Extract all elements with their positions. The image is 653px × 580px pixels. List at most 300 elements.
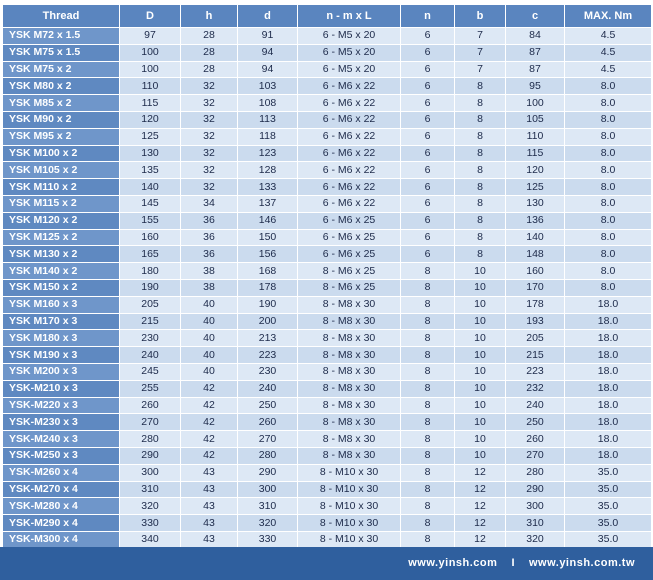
table-cell: 8.0 [565, 179, 651, 195]
table-cell: 136 [506, 213, 564, 229]
table-cell: 18.0 [565, 297, 651, 313]
table-cell: 8 [455, 112, 505, 128]
table-cell: 42 [181, 398, 237, 414]
table-cell: 42 [181, 381, 237, 397]
table-cell: 240 [238, 381, 297, 397]
table-cell: 95 [506, 78, 564, 94]
thread-cell: YSK-M260 x 4 [3, 465, 119, 481]
table-row [3, 129, 651, 145]
table-row [3, 179, 651, 195]
footer-links [408, 557, 635, 569]
table-cell: 8 - M8 x 30 [298, 347, 400, 363]
table-cell: 97 [120, 28, 180, 44]
table-cell: 100 [120, 45, 180, 61]
table-cell: 6 [401, 179, 454, 195]
table-cell: 8 - M8 x 30 [298, 398, 400, 414]
table-cell: 4.5 [565, 28, 651, 44]
thread-cell: YSK M120 x 2 [3, 213, 119, 229]
thread-cell: YSK M115 x 2 [3, 196, 119, 212]
table-row [3, 448, 651, 464]
table-cell: 8.0 [565, 246, 651, 262]
table-cell: 320 [506, 532, 564, 548]
table-cell: 8 [401, 314, 454, 330]
table-cell: 28 [181, 28, 237, 44]
table-cell: 8 [401, 347, 454, 363]
table-cell: 300 [506, 498, 564, 514]
table-cell: 8 [401, 498, 454, 514]
table-cell: 8 - M8 x 30 [298, 448, 400, 464]
table-cell: 6 [401, 146, 454, 162]
table-cell: 290 [506, 482, 564, 498]
table-cell: 178 [238, 280, 297, 296]
column-header: n - m x L [298, 5, 400, 27]
table-cell: 38 [181, 263, 237, 279]
table-cell: 32 [181, 129, 237, 145]
table-row [3, 498, 651, 514]
table-cell: 10 [455, 364, 505, 380]
table-cell: 94 [238, 62, 297, 78]
table-cell: 6 - M6 x 22 [298, 162, 400, 178]
table-header [3, 5, 651, 27]
table-cell: 18.0 [565, 364, 651, 380]
table-cell: 18.0 [565, 330, 651, 346]
table-cell: 43 [181, 532, 237, 548]
table-cell: 8 [455, 230, 505, 246]
table-cell: 123 [238, 146, 297, 162]
table-cell: 170 [506, 280, 564, 296]
table-cell: 8 - M8 x 30 [298, 381, 400, 397]
table-cell: 110 [506, 129, 564, 145]
thread-cell: YSK-M230 x 3 [3, 414, 119, 430]
table-row [3, 482, 651, 498]
table-cell: 8 - M8 x 30 [298, 314, 400, 330]
table-cell: 8 [455, 179, 505, 195]
table-cell: 36 [181, 230, 237, 246]
table-cell: 8.0 [565, 230, 651, 246]
table-cell: 42 [181, 448, 237, 464]
table-cell: 43 [181, 465, 237, 481]
table-cell: 103 [238, 78, 297, 94]
table-cell: 10 [455, 431, 505, 447]
table-cell: 133 [238, 179, 297, 195]
table-row [3, 532, 651, 548]
table-cell: 6 - M6 x 25 [298, 246, 400, 262]
table-cell: 10 [455, 330, 505, 346]
table-cell: 250 [238, 398, 297, 414]
table-cell: 215 [506, 347, 564, 363]
table-cell: 6 [401, 95, 454, 111]
table-cell: 18.0 [565, 414, 651, 430]
table-cell: 160 [506, 263, 564, 279]
table-cell: 280 [120, 431, 180, 447]
table-cell: 6 - M6 x 22 [298, 179, 400, 195]
table-cell: 310 [506, 515, 564, 531]
table-cell: 180 [120, 263, 180, 279]
table-cell: 140 [506, 230, 564, 246]
table-cell: 32 [181, 179, 237, 195]
thread-cell: YSK M80 x 2 [3, 78, 119, 94]
table-cell: 8 - M10 x 30 [298, 482, 400, 498]
table-row [3, 364, 651, 380]
table-cell: 8.0 [565, 196, 651, 212]
table-cell: 6 - M6 x 25 [298, 213, 400, 229]
table-row [3, 230, 651, 246]
table-cell: 190 [238, 297, 297, 313]
table-row [3, 162, 651, 178]
table-cell: 8 [401, 414, 454, 430]
table-cell: 8 [455, 196, 505, 212]
table-cell: 6 [401, 129, 454, 145]
table-cell: 213 [238, 330, 297, 346]
table-cell: 165 [120, 246, 180, 262]
table-cell: 8 [455, 162, 505, 178]
table-cell: 36 [181, 246, 237, 262]
table-cell: 40 [181, 314, 237, 330]
table-cell: 18.0 [565, 398, 651, 414]
table-row [3, 465, 651, 481]
thread-cell: YSK M150 x 2 [3, 280, 119, 296]
thread-cell: YSK M100 x 2 [3, 146, 119, 162]
thread-cell: YSK M110 x 2 [3, 179, 119, 195]
column-header: Thread [3, 5, 119, 27]
website-link-com-tw[interactable]: www.yinsh.com.tw [529, 557, 635, 569]
table-cell: 6 - M6 x 22 [298, 112, 400, 128]
spec-table [2, 4, 652, 549]
table-cell: 38 [181, 280, 237, 296]
table-cell: 8.0 [565, 263, 651, 279]
table-cell: 10 [455, 263, 505, 279]
table-cell: 12 [455, 482, 505, 498]
table-cell: 28 [181, 62, 237, 78]
table-cell: 8 [401, 330, 454, 346]
table-cell: 32 [181, 146, 237, 162]
table-body [3, 28, 651, 548]
table-cell: 8 - M8 x 30 [298, 431, 400, 447]
table-row [3, 62, 651, 78]
table-cell: 8 [401, 398, 454, 414]
column-header: d [238, 5, 297, 27]
table-cell: 8 - M10 x 30 [298, 515, 400, 531]
table-cell: 6 - M6 x 22 [298, 129, 400, 145]
table-cell: 125 [120, 129, 180, 145]
table-cell: 115 [120, 95, 180, 111]
table-cell: 8 [455, 246, 505, 262]
thread-cell: YSK M125 x 2 [3, 230, 119, 246]
column-header: n [401, 5, 454, 27]
table-cell: 8.0 [565, 129, 651, 145]
thread-cell: YSK M105 x 2 [3, 162, 119, 178]
table-cell: 43 [181, 482, 237, 498]
table-cell: 10 [455, 297, 505, 313]
table-cell: 8.0 [565, 213, 651, 229]
thread-cell: YSK-M250 x 3 [3, 448, 119, 464]
table-row [3, 112, 651, 128]
table-cell: 35.0 [565, 465, 651, 481]
table-cell: 115 [506, 146, 564, 162]
table-cell: 12 [455, 532, 505, 548]
table-row [3, 78, 651, 94]
table-cell: 270 [506, 448, 564, 464]
table-cell: 105 [506, 112, 564, 128]
table-cell: 8 [401, 482, 454, 498]
table-cell: 8 - M6 x 25 [298, 280, 400, 296]
table-cell: 168 [238, 263, 297, 279]
table-cell: 200 [238, 314, 297, 330]
table-cell: 32 [181, 95, 237, 111]
table-cell: 18.0 [565, 448, 651, 464]
table-cell: 42 [181, 414, 237, 430]
table-cell: 6 [401, 45, 454, 61]
table-cell: 18.0 [565, 381, 651, 397]
table-cell: 6 [401, 246, 454, 262]
table-cell: 118 [238, 129, 297, 145]
table-cell: 8 [455, 146, 505, 162]
table-row [3, 246, 651, 262]
table-cell: 35.0 [565, 532, 651, 548]
table-cell: 6 - M6 x 25 [298, 230, 400, 246]
table-row [3, 280, 651, 296]
table-cell: 6 [401, 213, 454, 229]
table-cell: 320 [238, 515, 297, 531]
table-cell: 230 [238, 364, 297, 380]
table-row [3, 414, 651, 430]
column-header: h [181, 5, 237, 27]
table-cell: 8 [401, 280, 454, 296]
table-cell: 340 [120, 532, 180, 548]
table-cell: 40 [181, 297, 237, 313]
thread-cell: YSK M200 x 3 [3, 364, 119, 380]
table-cell: 87 [506, 62, 564, 78]
table-cell: 100 [506, 95, 564, 111]
table-cell: 32 [181, 78, 237, 94]
column-header: MAX. Nm [565, 5, 651, 27]
table-cell: 12 [455, 465, 505, 481]
table-cell: 43 [181, 515, 237, 531]
table-cell: 8 [401, 431, 454, 447]
table-row [3, 95, 651, 111]
table-cell: 18.0 [565, 431, 651, 447]
table-cell: 108 [238, 95, 297, 111]
table-cell: 6 [401, 28, 454, 44]
thread-cell: YSK M130 x 2 [3, 246, 119, 262]
table-cell: 12 [455, 515, 505, 531]
table-row [3, 263, 651, 279]
table-cell: 40 [181, 364, 237, 380]
table-cell: 8.0 [565, 95, 651, 111]
table-cell: 6 [401, 230, 454, 246]
table-cell: 137 [238, 196, 297, 212]
table-cell: 10 [455, 414, 505, 430]
table-cell: 8.0 [565, 280, 651, 296]
table-cell: 43 [181, 498, 237, 514]
table-cell: 18.0 [565, 314, 651, 330]
table-cell: 205 [506, 330, 564, 346]
table-cell: 205 [120, 297, 180, 313]
table-cell: 6 - M6 x 22 [298, 196, 400, 212]
table-cell: 223 [238, 347, 297, 363]
table-cell: 6 [401, 162, 454, 178]
table-cell: 130 [506, 196, 564, 212]
table-cell: 6 [401, 196, 454, 212]
table-cell: 178 [506, 297, 564, 313]
table-cell: 8 [401, 532, 454, 548]
table-row [3, 515, 651, 531]
table-cell: 4.5 [565, 45, 651, 61]
table-cell: 10 [455, 381, 505, 397]
table-cell: 160 [120, 230, 180, 246]
table-row [3, 314, 651, 330]
table-cell: 10 [455, 280, 505, 296]
table-cell: 8 [401, 297, 454, 313]
table-cell: 10 [455, 347, 505, 363]
thread-cell: YSK M85 x 2 [3, 95, 119, 111]
table-cell: 6 - M6 x 22 [298, 95, 400, 111]
table-cell: 280 [506, 465, 564, 481]
table-cell: 270 [120, 414, 180, 430]
thread-cell: YSK-M240 x 3 [3, 431, 119, 447]
thread-cell: YSK M75 x 1.5 [3, 45, 119, 61]
table-cell: 240 [120, 347, 180, 363]
table-cell: 8 [455, 95, 505, 111]
table-cell: 28 [181, 45, 237, 61]
footer-separator: I [511, 557, 515, 569]
table-cell: 146 [238, 213, 297, 229]
table-row [3, 398, 651, 414]
table-row [3, 196, 651, 212]
thread-cell: YSK M190 x 3 [3, 347, 119, 363]
table-cell: 40 [181, 330, 237, 346]
table-cell: 8 - M8 x 30 [298, 330, 400, 346]
table-cell: 6 - M6 x 22 [298, 78, 400, 94]
table-cell: 148 [506, 246, 564, 262]
table-cell: 128 [238, 162, 297, 178]
thread-cell: YSK M140 x 2 [3, 263, 119, 279]
table-cell: 8 - M8 x 30 [298, 297, 400, 313]
table-row [3, 28, 651, 44]
table-cell: 32 [181, 112, 237, 128]
thread-cell: YSK-M300 x 4 [3, 532, 119, 548]
table-row [3, 213, 651, 229]
table-cell: 260 [120, 398, 180, 414]
table-cell: 34 [181, 196, 237, 212]
table-cell: 6 [401, 78, 454, 94]
table-cell: 8 [455, 78, 505, 94]
table-cell: 6 - M6 x 22 [298, 146, 400, 162]
table-cell: 32 [181, 162, 237, 178]
table-cell: 7 [455, 62, 505, 78]
table-cell: 120 [506, 162, 564, 178]
table-cell: 6 [401, 112, 454, 128]
table-row [3, 45, 651, 61]
thread-cell: YSK M72 x 1.5 [3, 28, 119, 44]
table-row [3, 297, 651, 313]
thread-cell: YSK M90 x 2 [3, 112, 119, 128]
table-cell: 125 [506, 179, 564, 195]
table-cell: 255 [120, 381, 180, 397]
table-cell: 87 [506, 45, 564, 61]
table-cell: 40 [181, 347, 237, 363]
table-cell: 120 [120, 112, 180, 128]
table-cell: 6 [401, 62, 454, 78]
table-cell: 8 - M8 x 30 [298, 364, 400, 380]
table-cell: 8 - M10 x 30 [298, 498, 400, 514]
table-cell: 280 [238, 448, 297, 464]
table-cell: 18.0 [565, 347, 651, 363]
table-cell: 6 - M5 x 20 [298, 28, 400, 44]
table-cell: 130 [120, 146, 180, 162]
table-cell: 156 [238, 246, 297, 262]
thread-cell: YSK-M220 x 3 [3, 398, 119, 414]
table-cell: 232 [506, 381, 564, 397]
website-link-com[interactable]: www.yinsh.com [408, 557, 498, 569]
table-cell: 240 [506, 398, 564, 414]
table-cell: 10 [455, 314, 505, 330]
table-cell: 8 [401, 448, 454, 464]
table-cell: 145 [120, 196, 180, 212]
thread-cell: YSK M95 x 2 [3, 129, 119, 145]
column-header: c [506, 5, 564, 27]
table-cell: 8 [455, 129, 505, 145]
table-row [3, 431, 651, 447]
table-cell: 310 [238, 498, 297, 514]
table-cell: 300 [238, 482, 297, 498]
table-cell: 290 [238, 465, 297, 481]
table-cell: 190 [120, 280, 180, 296]
table-cell: 91 [238, 28, 297, 44]
table-cell: 260 [506, 431, 564, 447]
table-cell: 8 [401, 364, 454, 380]
header-row [3, 5, 651, 27]
thread-cell: YSK M180 x 3 [3, 330, 119, 346]
thread-cell: YSK-M280 x 4 [3, 498, 119, 514]
table-cell: 223 [506, 364, 564, 380]
table-cell: 8 - M8 x 30 [298, 414, 400, 430]
table-cell: 8 [401, 381, 454, 397]
table-cell: 320 [120, 498, 180, 514]
thread-cell: YSK-M290 x 4 [3, 515, 119, 531]
column-header: b [455, 5, 505, 27]
table-row [3, 381, 651, 397]
table-cell: 4.5 [565, 62, 651, 78]
table-row [3, 347, 651, 363]
table-cell: 7 [455, 28, 505, 44]
table-cell: 36 [181, 213, 237, 229]
table-cell: 35.0 [565, 498, 651, 514]
table-cell: 250 [506, 414, 564, 430]
table-cell: 113 [238, 112, 297, 128]
table-cell: 245 [120, 364, 180, 380]
table-cell: 8 - M6 x 25 [298, 263, 400, 279]
table-cell: 310 [120, 482, 180, 498]
table-cell: 8 [455, 213, 505, 229]
thread-cell: YSK M170 x 3 [3, 314, 119, 330]
table-cell: 8 [401, 515, 454, 531]
table-cell: 8 - M10 x 30 [298, 465, 400, 481]
table-cell: 35.0 [565, 515, 651, 531]
table-cell: 215 [120, 314, 180, 330]
table-cell: 10 [455, 398, 505, 414]
table-row [3, 146, 651, 162]
column-header: D [120, 5, 180, 27]
table-cell: 94 [238, 45, 297, 61]
table-cell: 330 [120, 515, 180, 531]
table-cell: 8.0 [565, 146, 651, 162]
thread-cell: YSK-M210 x 3 [3, 381, 119, 397]
table-cell: 260 [238, 414, 297, 430]
table-cell: 8 - M10 x 30 [298, 532, 400, 548]
table-cell: 330 [238, 532, 297, 548]
table-cell: 8 [401, 465, 454, 481]
